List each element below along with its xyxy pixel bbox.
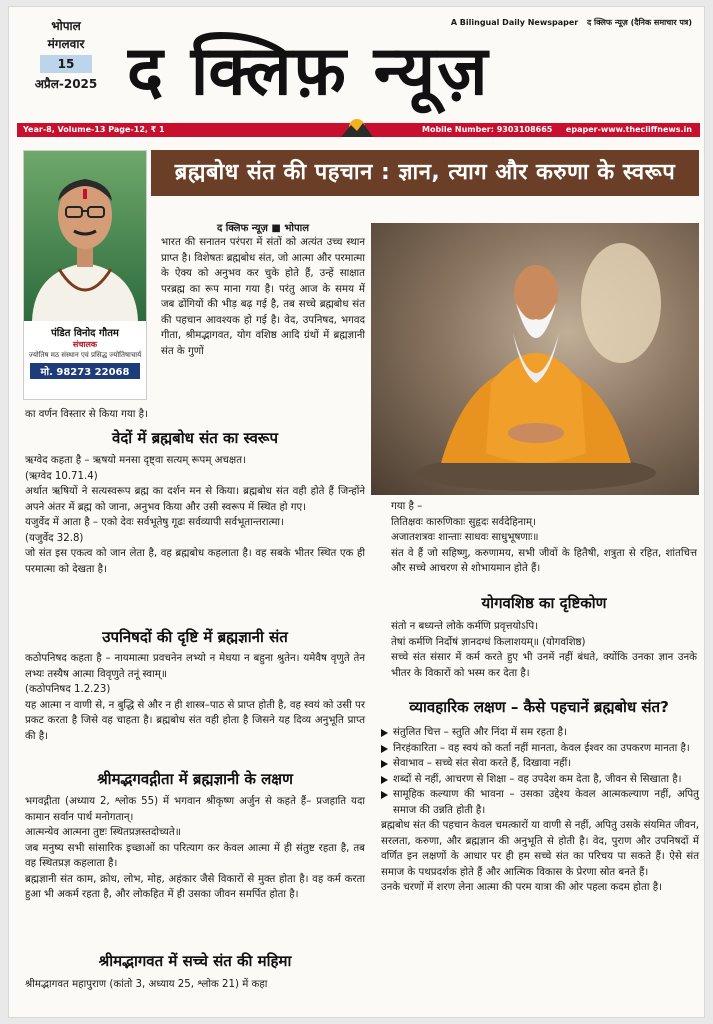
bhagavat-cont-1: गया है –: [391, 501, 423, 512]
section-vedas-body: [25, 453, 365, 577]
author-photo: [24, 151, 146, 321]
vedas-para-5: (यजुर्वेद 32.8): [25, 532, 84, 544]
person-portrait-icon: [24, 151, 146, 321]
bhagavat-para-1: श्रीमद्भागवत महापुराण (कांतो 3, अध्याय 25, श्लोक 21) में कहा: [25, 979, 268, 990]
author-name: पंडित विनोद गौतम: [51, 328, 119, 339]
gita-para-3: जब मनुष्य सभी सांसारिक इच्छाओं का परित्याग कर केवल आत्मा में ही संतुष्ट रहता है, तब वह स्थितप्रज्ञ कहलाता है।: [25, 842, 365, 869]
vedas-para-2: (ऋग्वेद 10.71.4): [25, 470, 98, 482]
closing-para-1: ब्रह्मबोध संत की पहचान केवल चमत्कारों या वाणी से नहीं, अपितु उसके संयमित जीवन, सरलता, करुणा, और ब्रह्मज्ञान की अनुभूति से होती है। वेद, पुराण और उपनिषदों में वर्णित इन लक्षणों के आधार पर ही हम सच्चे संत का परिचय पा सकते हैं। ऐसे संत समाज के पथप्रदर्शक होते हैं और आत्मिक विकास के प्रेरणा स्रोत बनते हैं।: [381, 820, 699, 878]
gita-para-1: भगवद्गीता (अध्याय 2, श्लोक 55) में भगवान श्रीकृष्ण अर्जुन से कहते हैं– प्रजहाति यदा कामान सर्वान पार्थ मनोगतान्।: [25, 796, 365, 823]
bhagavat-cont-3: अजातशत्रवः शान्ताः साधवः साधुभूषणाः॥: [391, 532, 539, 543]
saint-illustration: [371, 223, 699, 495]
vedas-para-4: यजुर्वेद में आता है – एको देवः सर्वभूतेषु गूढः सर्वव्यापी सर्वभूतान्तरात्मा।: [25, 517, 284, 528]
upanishads-para-1: कठोपनिषद कहता है – नायमात्मा प्रवचनेन लभ्यो न मेधया न बहुना श्रुतेन। यमेवैष वृणुते तेन लभ्यः तस्यैष आत्मा विवृणुते तनूं स्वाम्॥: [25, 653, 365, 680]
section-title-yogavasistha: योगवशिष्ठ का दृष्टिकोण: [481, 594, 607, 612]
month-year: अप्रैल-2025: [34, 77, 98, 91]
list-item: निरहंकारिता – वह स्वयं को कर्ता नहीं मानता, केवल ईश्वर का उपकरण मानता है।: [381, 741, 699, 757]
gita-para-2: आत्मन्येव आत्मना तुष्टः स्थितप्रज्ञस्तदोच्यते॥: [25, 827, 181, 838]
intro-paragraph: भारत की सनातन परंपरा में संतों को अत्यंत उच्च स्थान प्राप्त है। विशेषतः ब्रह्मबोध संत, जो आत्मा और परमात्मा के ऐक्य को अनुभव कर चुके होते हैं, उन्हें साक्षात परब्रह्म का रूप माना गया है। परंतु आज के समय में जब ढोंगियों की भीड़ बढ़ गई है, तब सच्चे ब्रह्मबोध संत की पहचान आवश्यक हो गई है। वेद, उपनिषद, भगवद गीता, श्रीमद्भागवत, योग वशिष्ठ आदि ग्रंथों में ब्रह्मज्ञानी संत के गुणों: [161, 237, 365, 357]
list-item: सामूहिक कल्याण की भावना – उसका उद्देश्य केवल आत्मकल्याण नहीं, अपितु समाज की उन्नति होती है।: [381, 787, 699, 818]
upanishads-para-3: यह आत्मा न वाणी से, न बुद्धि से और न ही शास्त्र–पाठ से प्राप्त होती है, वह स्वयं को उसी पर प्रकट करता है जिसे वह चाहता है। ब्रह्मबोध संत वही होता है जिसने यह दिव्य अनुभूति प्राप्त की है।: [25, 699, 365, 742]
yoga-para-3: सच्चे संत संसार में कर्म करते हुए भी उनमें नहीं बंधते, क्योंकि उनका ज्ञान उनके भीतर के विकारों को भस्म कर देता है।: [391, 652, 697, 679]
mountain-sun-logo-icon: [341, 115, 373, 137]
section-title-vedas: वेदों में ब्रह्मबोध संत का स्वरूप: [112, 429, 278, 447]
list-item: सेवाभाव – सच्चे संत सेवा करते हैं, दिखावा नहीं।: [381, 756, 699, 772]
author-box: [23, 150, 147, 400]
article-headline: ब्रह्मबोध संत की पहचान : ज्ञान, त्याग और करुणा के स्वरूप: [151, 150, 699, 196]
list-item: संतुलित चित्त – स्तुति और निंदा में सम रहता है।: [381, 725, 699, 741]
tagline-hi: द क्लिफ न्यूज़ (दैनिक समाचार पत्र): [587, 18, 692, 27]
date-box: [19, 17, 113, 93]
list-item: शब्दों से नहीं, आचरण से शिक्षा – वह उपदेश कम देता है, जीवन से सिखाता है।: [381, 772, 699, 788]
upanishads-para-2: (कठोपनिषद 1.2.23): [25, 684, 111, 695]
gita-para-4: ब्रह्मज्ञानी संत काम, क्रोध, लोभ, मोह, अहंकार जैसे विकारों से मुक्त होता है। वह कर्म करता हुआ भी अकर्म रहता है, और लोकहित में ही उसका जीवन समर्पित होता है।: [25, 873, 365, 900]
section-practical-body: [381, 725, 699, 896]
newspaper-title: द क्लिफ़ न्यूज़: [127, 31, 490, 111]
article-byline: द क्लिफ न्यूज़ ■ भोपाल: [216, 223, 310, 234]
bhagavat-cont-4: संत वे हैं जो सहिष्णु, करुणामय, सभी जीवों के हितैषी, शत्रुता से रहित, शांतचित्त और सच्चे आचरण से शोभायमान होते हैं।: [391, 547, 697, 574]
yoga-para-1: संतो न बध्यन्ते लोके कर्मणि प्रवृत्तयोऽपि।: [391, 621, 539, 632]
author-description: ज्योतिष मठ संस्थान एवं प्रसिद्ध ज्योतिषाचार्य: [28, 351, 142, 359]
masthead: [9, 7, 706, 143]
section-title-practical: व्यावहारिक लक्षण – कैसे पहचानें ब्रह्मबोध संत?: [409, 698, 669, 716]
vedas-para-1: ऋग्वेद कहता है – ऋषयो मनसा दृष्ट्वा सत्यम् रूपम् अचक्षत।: [25, 455, 246, 466]
date-number: 15: [40, 55, 92, 73]
author-phone: मो. 98273 22068: [30, 363, 140, 379]
mobile-number: Mobile Number: 9303108665: [422, 125, 553, 134]
meditating-saint-icon: [371, 223, 699, 495]
tagline-en: A Bilingual Daily Newspaper: [450, 18, 579, 27]
closing-para-2: उनके चरणों में शरण लेना आत्मा की परम यात्रा की ओर पहला कदम होता है।: [381, 882, 662, 893]
author-role: संचालक: [72, 340, 98, 349]
epaper-link[interactable]: epaper-www.thecliffnews.in: [565, 125, 692, 134]
section-yogavasistha-body: [391, 619, 697, 681]
edition-info: Year-8, Volume-13 Page-12, ₹ 1: [23, 125, 165, 134]
newspaper-page: [8, 6, 705, 1018]
intro-continued: का वर्णन विस्तार से किया गया है।: [25, 409, 148, 420]
vedas-para-3: अर्थात ऋषियों ने सत्यस्वरूप ब्रह्म का दर्शन मन से किया। ब्रह्मबोध संत वही होते हैं जिन्होंने अपने अंतर में ब्रह्म को जाना, अनुभव किया और उसी स्वरूप में स्थित हो गए।: [25, 486, 365, 513]
section-title-bhagavat: श्रीमद्भागवत में सच्चे संत की महिमा: [98, 952, 292, 970]
day-label: मंगलवार: [47, 37, 85, 51]
bhagavat-cont-2: तितिक्षवः कारुणिकाः सुहृदः सर्वदेहिनाम्।: [391, 516, 536, 528]
yoga-para-2: तेषां कर्मणि निर्दोषं ज्ञानदग्धं किलाशयम्॥ (योगवशिष्ठ): [391, 636, 586, 648]
practical-list: [381, 725, 699, 818]
section-title-gita: श्रीमद्भगवद्गीता में ब्रह्मज्ञानी के लक्षण: [97, 770, 293, 788]
section-upanishads-body: [25, 651, 365, 744]
city-label: भोपाल: [51, 19, 81, 33]
vedas-para-6: जो संत इस एकत्व को जान लेता है, वह ब्रह्मबोध कहलाता है। वह सबके भीतर स्थित एक ही परमात्मा को देखता है।: [25, 548, 365, 575]
section-title-upanishads: उपनिषदों की दृष्टि में ब्रह्मज्ञानी संत: [102, 628, 288, 646]
section-bhagavat-cont: [391, 499, 697, 577]
section-gita-body: [25, 794, 365, 903]
